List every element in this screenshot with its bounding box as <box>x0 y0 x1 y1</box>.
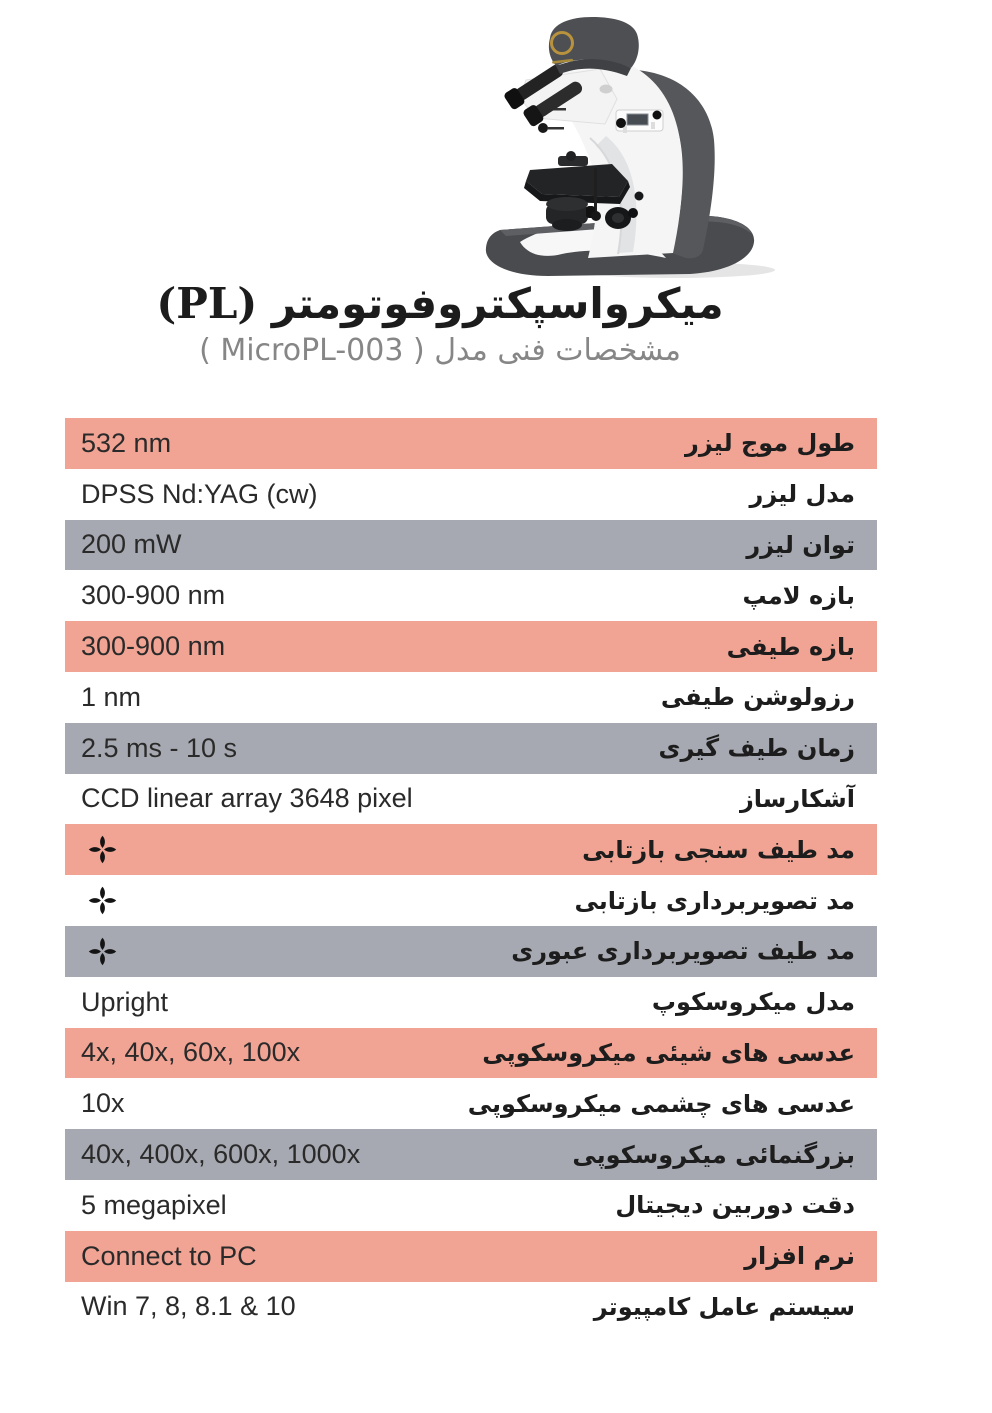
spec-label: مدل میکروسکوپ <box>651 988 855 1017</box>
page-title-latin: (PL) <box>156 279 258 328</box>
microscope-image <box>440 10 780 290</box>
spec-label: مد طیف تصویربرداری عبوری <box>511 937 855 966</box>
spec-label: آشکارساز <box>739 784 855 813</box>
spec-row-magnification <box>65 1129 877 1180</box>
spec-label: عدسی های شیئی میکروسکوپی <box>482 1038 855 1067</box>
spec-value: 300-900 nm <box>81 631 226 662</box>
spec-table <box>65 418 877 1332</box>
spec-label: بازه طیفی <box>726 632 855 661</box>
spec-row-laser-power <box>65 520 877 571</box>
spec-label: طول موج لیزر <box>685 429 855 458</box>
spec-row-operating-system <box>65 1282 877 1333</box>
spec-value: Win 7, 8, 8.1 & 10 <box>81 1291 296 1322</box>
spec-row-laser-model <box>65 469 877 520</box>
spec-value: CCD linear array 3648 pixel <box>81 783 413 814</box>
spec-row-reflective-imaging-mode <box>65 875 877 926</box>
spec-label: دقت دوربین دیجیتال <box>615 1191 855 1220</box>
four-petal-asterisk-icon <box>87 885 118 916</box>
lcd-panel <box>616 110 663 133</box>
spec-value: 40x, 400x, 600x, 1000x <box>81 1139 361 1170</box>
spec-label: بازه لامپ <box>742 581 855 610</box>
four-petal-asterisk-icon <box>87 936 118 967</box>
spec-row-camera-resolution <box>65 1180 877 1231</box>
side-port <box>600 85 613 94</box>
spec-value <box>81 834 118 865</box>
lcd-knob-left <box>616 118 626 128</box>
spec-row-lamp-range <box>65 570 877 621</box>
spec-row-acquisition-time <box>65 723 877 774</box>
spec-row-transmission-imaging-mode <box>65 926 877 977</box>
spec-value: 300-900 nm <box>81 580 226 611</box>
spec-label: سیستم عامل کامپیوتر <box>593 1292 855 1321</box>
spec-row-reflective-spectroscopy-mode <box>65 824 877 875</box>
spec-value: Connect to PC <box>81 1240 257 1271</box>
spec-value <box>81 885 118 916</box>
spec-label: رزولوشن طیفی <box>660 683 855 712</box>
stage-rod <box>594 168 597 212</box>
block-knob-2 <box>538 123 548 133</box>
spec-value: 2.5 ms - 10 s <box>81 732 238 763</box>
stage-knob <box>566 151 576 161</box>
spec-row-detector <box>65 774 877 825</box>
spec-value: Upright <box>81 986 169 1017</box>
spec-row-objective-lenses <box>65 1028 877 1079</box>
page-subtitle: مشخصات فنی مدل ( MicroPL-003 ) <box>199 332 681 368</box>
spec-row-software <box>65 1231 877 1282</box>
spec-row-spectral-range <box>65 621 877 672</box>
spec-value: 4x, 40x, 60x, 100x <box>81 1037 301 1068</box>
spec-label: زمان طیف گیری <box>658 734 855 763</box>
spec-label: مد تصویربرداری بازتابی <box>574 886 855 915</box>
spec-value: 200 mW <box>81 529 182 560</box>
spec-value <box>81 936 118 967</box>
spec-value: 532 nm <box>81 427 172 458</box>
spec-row-microscope-model <box>65 977 877 1028</box>
four-petal-asterisk-icon <box>87 834 118 865</box>
spec-label: توان لیزر <box>746 530 855 559</box>
stage <box>526 164 628 197</box>
spec-value: DPSS Nd:YAG (cw) <box>81 478 318 509</box>
spec-label: مد طیف سنجی بازتابی <box>582 835 855 864</box>
condenser-bottom <box>552 219 582 231</box>
spec-row-laser-wavelength <box>65 418 877 469</box>
spec-value: 10x <box>81 1088 125 1119</box>
header <box>95 278 785 369</box>
page-title <box>95 278 785 331</box>
spec-row-spectral-resolution <box>65 672 877 723</box>
spec-row-eyepiece-lenses <box>65 1078 877 1129</box>
lcd-knob-right <box>653 111 662 120</box>
spec-label: مدل لیزر <box>749 480 855 509</box>
spec-label: عدسی های چشمی میکروسکوپی <box>467 1089 855 1118</box>
spec-value: 1 nm <box>81 681 142 712</box>
spec-label: نرم افزار <box>744 1242 855 1271</box>
page-title-fa: میکرواسپکتروفوتومتر <box>271 279 724 328</box>
spec-label: بزرگنمائی میکروسکوپی <box>572 1140 855 1169</box>
body-dot <box>635 192 644 201</box>
focus-knob-small <box>628 208 638 218</box>
spec-value: 5 megapixel <box>81 1189 227 1220</box>
